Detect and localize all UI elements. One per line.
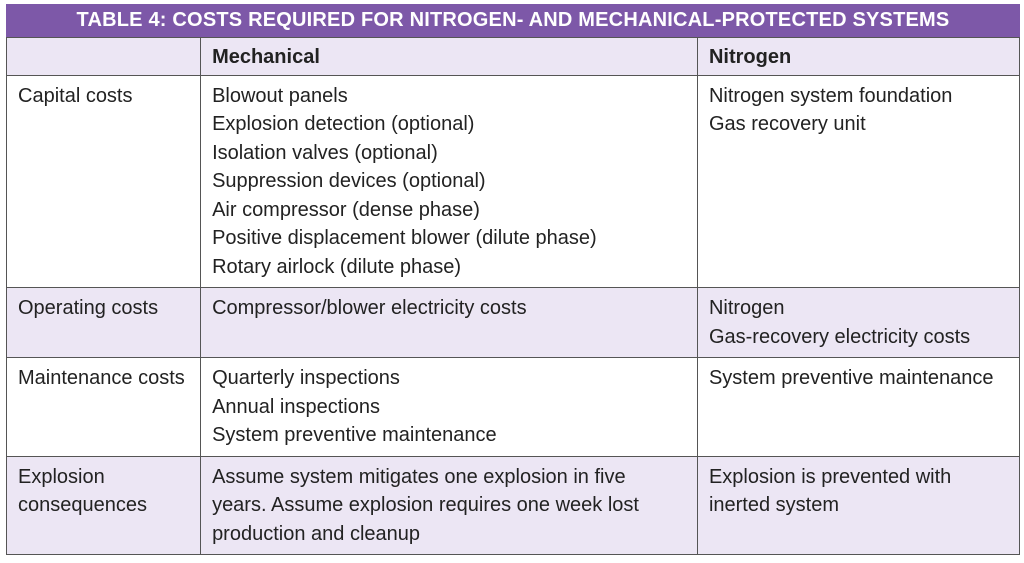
mechanical-cell xyxy=(201,75,698,288)
row-label-line: Explosion xyxy=(18,465,105,488)
list-item: Gas-recovery electricity costs xyxy=(708,325,971,348)
row-label: Operating costs xyxy=(7,288,201,358)
list-item: production and cleanup xyxy=(212,522,421,545)
list-item: Nitrogen xyxy=(708,297,785,319)
list-item: Assume system mitigates one explosion in five xyxy=(212,465,626,488)
list-item: Air compressor (dense phase) xyxy=(212,198,480,221)
list-item: Explosion detection (optional) xyxy=(212,113,475,135)
list-item: Explosion is prevented with xyxy=(708,465,952,488)
nitrogen-cell xyxy=(697,358,1019,457)
list-item: Nitrogen system foundation xyxy=(708,84,953,107)
mechanical-cell xyxy=(201,456,698,555)
row-label-line: consequences xyxy=(18,494,147,516)
mechanical-cell xyxy=(201,288,698,358)
nitrogen-cell xyxy=(697,456,1019,555)
list-item: System preventive maintenance xyxy=(212,424,497,446)
row-label xyxy=(7,456,201,555)
table-row-maintenance-costs xyxy=(7,358,1020,457)
header-cell-empty xyxy=(7,38,201,76)
list-item: System preventive maintenance xyxy=(708,367,994,389)
list-item: Compressor/blower electricity costs xyxy=(212,297,527,319)
table-row-capital-costs xyxy=(7,75,1020,288)
row-label: Maintenance costs xyxy=(7,358,201,457)
cost-comparison-table xyxy=(6,37,1020,555)
table-title: TABLE 4: COSTS REQUIRED FOR NITROGEN- AND MECHANICAL-PROTECTED SYSTEMS xyxy=(6,4,1020,37)
list-item: Isolation valves (optional) xyxy=(212,141,438,164)
row-label: Capital costs xyxy=(7,75,201,288)
table-header-row xyxy=(7,38,1020,76)
nitrogen-cell xyxy=(697,75,1019,288)
list-item: Annual inspections xyxy=(212,395,380,418)
list-item: Positive displacement blower (dilute phase) xyxy=(212,227,597,249)
mechanical-cell xyxy=(201,358,698,457)
list-item: Blowout panels xyxy=(212,84,348,107)
list-item: Gas recovery unit xyxy=(708,113,866,135)
nitrogen-cell xyxy=(697,288,1019,358)
list-item: Quarterly inspections xyxy=(212,367,400,389)
list-item: inerted system xyxy=(708,494,840,516)
list-item: Suppression devices (optional) xyxy=(212,170,486,192)
header-cell-mechanical: Mechanical xyxy=(201,38,698,76)
list-item: years. Assume explosion requires one week lost xyxy=(212,494,639,516)
cost-table-figure xyxy=(6,4,1020,555)
table-row-operating-costs xyxy=(7,288,1020,358)
table-row-explosion-consequences xyxy=(7,456,1020,555)
list-item: Rotary airlock (dilute phase) xyxy=(212,255,462,278)
header-cell-nitrogen: Nitrogen xyxy=(697,38,1019,76)
